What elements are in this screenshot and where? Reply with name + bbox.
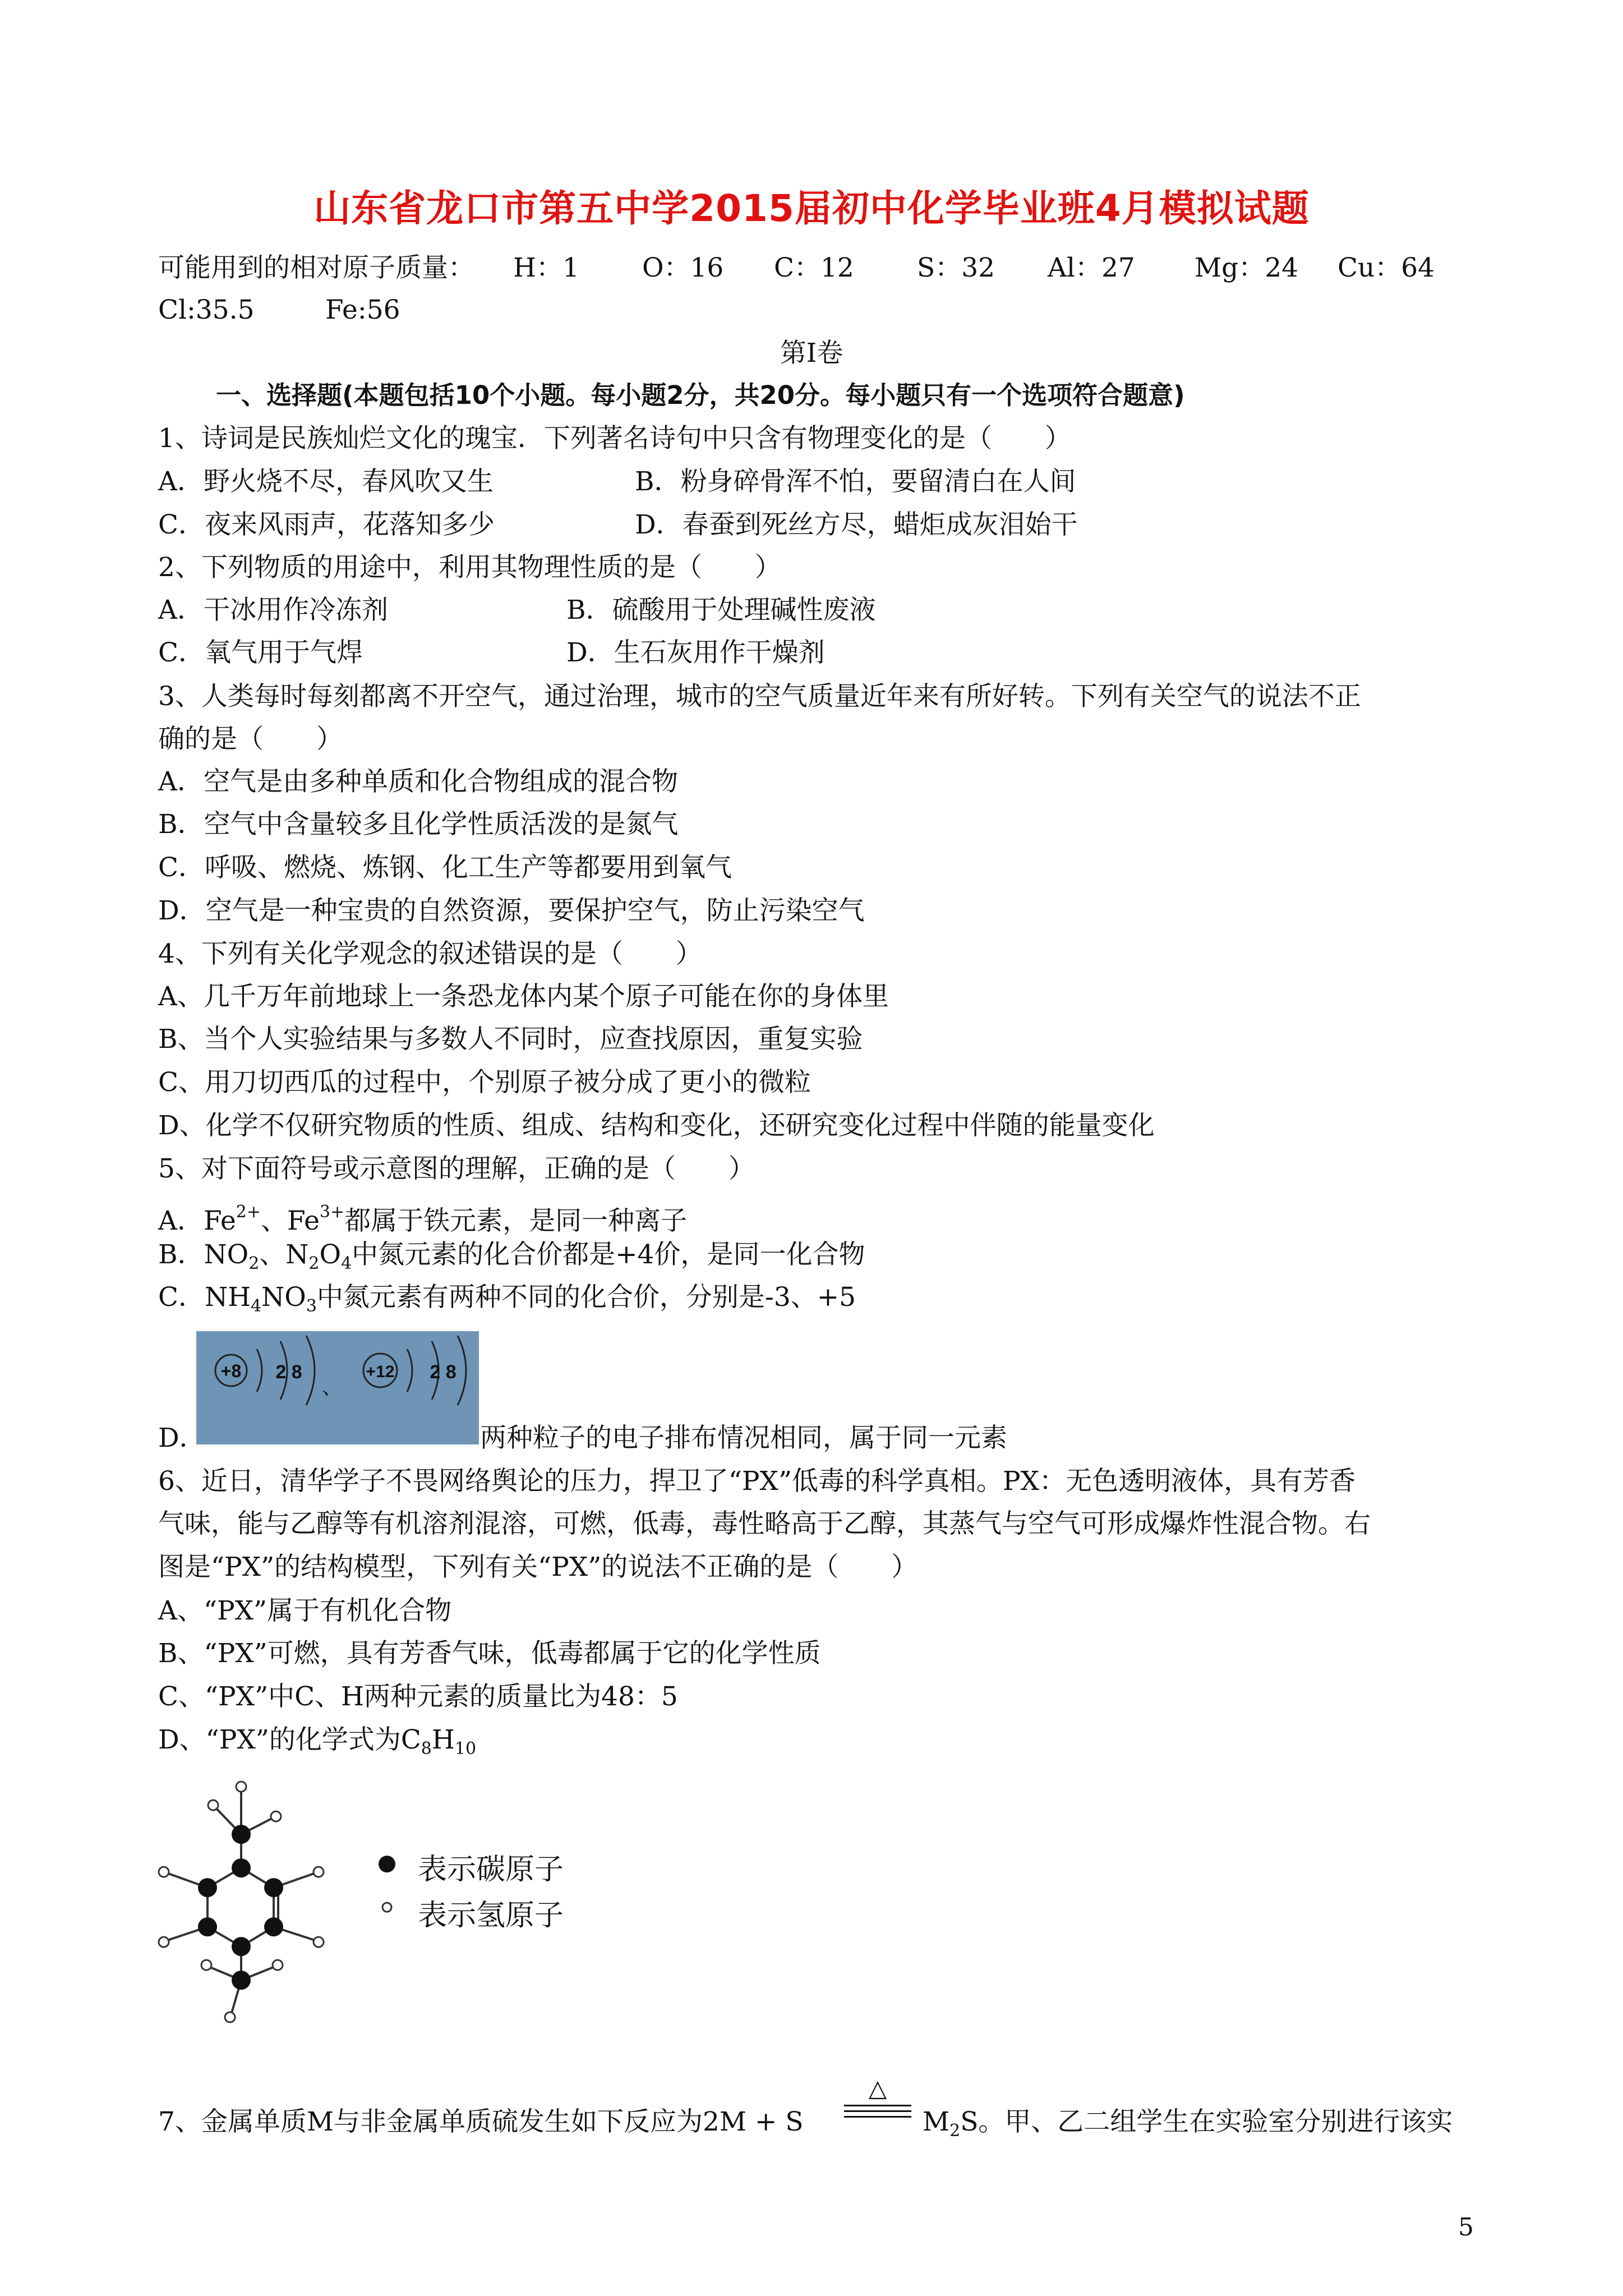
q4-option-a: A、几千万年前地球上一条恐龙体内某个原子可能在你的身体里 — [158, 981, 889, 1012]
q2-option-a: A．干冰用作冷冻剂 — [158, 595, 388, 625]
q5-c-text2: NO — [261, 1282, 306, 1313]
mass-h: H：1 — [513, 252, 579, 283]
q4-option-d: D、化学不仅研究物质的性质、组成、结构和变化，还研究变化过程中伴随的能量变化 — [158, 1110, 1155, 1141]
shells-2-label: 2 8 — [430, 1361, 457, 1383]
q5-option-c — [158, 1281, 856, 1323]
q4-option-c: C、用刀切西瓜的过程中，个别原子被分成了更小的微粒 — [158, 1067, 811, 1098]
q5-c-text3: 中氮元素有两种不同的化合价，分别是-3、+5 — [316, 1282, 856, 1313]
q7-product-m: M — [923, 2106, 950, 2137]
q1-stem: 1、诗词是民族灿烂文化的瑰宝．下列著名诗句中只含有物理变化的是（ ） — [158, 423, 1071, 454]
q3-option-d: D．空气是一种宝贵的自然资源，要保护空气，防止污染空气 — [158, 895, 865, 926]
q6-d-text: D、“PX”的化学式为C — [158, 1724, 421, 1755]
section-heading: 一、选择题(本题包括10个小题。每小题2分，共20分。每小题只有一个选项符合题意) — [216, 380, 1185, 410]
q1-option-a: A．野火烧不尽，春风吹又生 — [158, 466, 494, 497]
q5-option-a — [158, 1195, 687, 1238]
q6-stem-line3: 图是“PX”的结构模型，下列有关“PX”的说法不正确的是（ ） — [158, 1552, 918, 1582]
q1-option-b: B．粉身碎骨浑不怕，要留清白在人间 — [635, 466, 1076, 497]
q7-product — [923, 2105, 1453, 2148]
q5-a-text3: 都属于铁元素，是同一种离子 — [344, 1205, 688, 1236]
q5-c-text: C．NH — [158, 1282, 251, 1313]
page-number: 5 — [1458, 2213, 1474, 2242]
q5-stem: 5、对下面符号或示意图的理解，正确的是（ ） — [158, 1153, 755, 1184]
shells-1-label: 2 8 — [275, 1361, 302, 1383]
q6-d-sub2: 10 — [454, 1739, 477, 1759]
q7-stem — [158, 2105, 804, 2139]
nucleus-2-label: +12 — [366, 1363, 395, 1381]
q1-option-d: D．春蚕到死丝方尽，蜡炬成灰泪始干 — [635, 509, 1078, 540]
q6-stem-line2: 气味，能与乙醇等有机溶剂混溶，可燃，低毒，毒性略高于乙醇，其蒸气与空气可形成爆炸性混合物。右 — [158, 1508, 1371, 1539]
q5-option-d-text: 两种粒子的电子排布情况相同，属于同一元素 — [480, 1423, 1007, 1453]
q3-option-a: A．空气是由多种单质和化合物组成的混合物 — [158, 766, 678, 797]
q5-a-charge1: 2+ — [236, 1202, 261, 1222]
q6-d-text2: H — [431, 1724, 455, 1755]
q5-option-b — [158, 1238, 865, 1281]
q3-option-b: B．空气中含量较多且化学性质活泼的是氮气 — [158, 809, 679, 840]
q6-stem-line1: 6、近日，清华学子不畏网络舆论的压力，捍卫了“PX”低毒的科学真相。PX：无色透明液体，具有芳香 — [158, 1466, 1356, 1497]
heat-symbol: △ — [868, 2074, 887, 2102]
q4-option-b: B、当个人实验结果与多数人不同时，应查找原因，重复实验 — [158, 1024, 863, 1055]
q5-b-text: B．NO — [158, 1239, 249, 1270]
legend-hydrogen: 表示氢原子 — [418, 1899, 564, 1932]
page-title: 山东省龙口市第五中学2015届初中化学毕业班4月模拟试题 — [313, 187, 1310, 230]
q3-stem-line1: 3、人类每时每刻都离不开空气，通过治理，城市的空气质量近年来有所好转。下列有关空气的说法不正 — [158, 681, 1361, 712]
q6-option-d — [158, 1723, 476, 1766]
q5-option-d-label: D． — [158, 1423, 206, 1453]
electron-shell-diagram — [196, 1331, 479, 1444]
q6-option-b: B、“PX”可燃，具有芳香气味，低毒都属于它的化学性质 — [158, 1638, 821, 1669]
q5-b-text2: 、N — [259, 1239, 309, 1270]
q5-a-text: A．Fe — [158, 1205, 236, 1236]
mass-fe: Fe:56 — [325, 295, 400, 325]
q1-option-c: C．夜来风雨声，花落知多少 — [158, 509, 495, 540]
q7-text: 7、金属单质M与非金属单质硫发生如下反应为2M + S — [158, 2106, 804, 2137]
nucleus-1-label: +8 — [220, 1361, 242, 1381]
px-molecule-model — [151, 1773, 342, 2031]
q2-option-d: D．生石灰用作干燥剂 — [566, 637, 825, 668]
q6-d-sub1: 8 — [421, 1739, 432, 1759]
q7-reaction-condition — [844, 2076, 911, 2118]
carbon-legend-dot — [376, 1853, 398, 1875]
q7-product-sub: 2 — [949, 2121, 961, 2141]
q4-stem: 4、下列有关化学观念的叙述错误的是（ ） — [158, 938, 702, 969]
q2-option-b: B．硫酸用于处理碱性废液 — [566, 595, 876, 625]
q6-option-c: C、“PX”中C、H两种元素的质量比为48：5 — [158, 1681, 678, 1712]
mass-s: S：32 — [917, 252, 995, 283]
electron-shell-svg — [196, 1331, 479, 1444]
mass-cl: Cl:35.5 — [158, 295, 255, 325]
q3-option-c: C．呼吸、燃烧、炼钢、化工生产等都要用到氧气 — [158, 852, 732, 883]
atomic-mass-label: 可能用到的相对原子质量： — [158, 252, 474, 283]
q3-stem-line2: 确的是（ ） — [158, 724, 343, 754]
q2-option-c: C．氧气用于气焊 — [158, 637, 363, 668]
atomic-mass-line — [158, 251, 474, 285]
hydrogen-legend-dot — [379, 1899, 395, 1916]
mass-c: C：12 — [774, 252, 854, 283]
q5-b-text3: O — [319, 1239, 342, 1270]
mass-al: Al：27 — [1048, 252, 1135, 283]
q5-c-sub1: 4 — [251, 1296, 262, 1316]
mass-mg: Mg：24 — [1195, 252, 1299, 283]
q7-product-text: S。甲、乙二组学生在实验室分别进行该实 — [960, 2106, 1453, 2137]
q2-stem: 2、下列物质的用途中，利用其物理性质的是（ ） — [158, 552, 781, 583]
diagram-separator: 、 — [322, 1376, 343, 1399]
legend-carbon: 表示碳原子 — [418, 1853, 564, 1887]
q5-b-sub3: 4 — [341, 1254, 352, 1273]
q6-option-a: A、“PX”属于有机化合物 — [158, 1595, 452, 1626]
q5-a-text2: 、Fe — [261, 1205, 320, 1236]
q5-b-text4: 中氮元素的化合价都是+4价，是同一化合物 — [352, 1239, 865, 1270]
q5-a-charge2: 3+ — [319, 1202, 345, 1222]
q5-b-sub2: 2 — [308, 1254, 320, 1273]
mass-cu: Cu：64 — [1338, 252, 1435, 283]
volume-heading: 第Ⅰ卷 — [780, 338, 843, 369]
mass-o: O：16 — [642, 252, 724, 283]
q5-b-sub1: 2 — [248, 1254, 260, 1273]
q5-c-sub2: 3 — [306, 1296, 317, 1316]
